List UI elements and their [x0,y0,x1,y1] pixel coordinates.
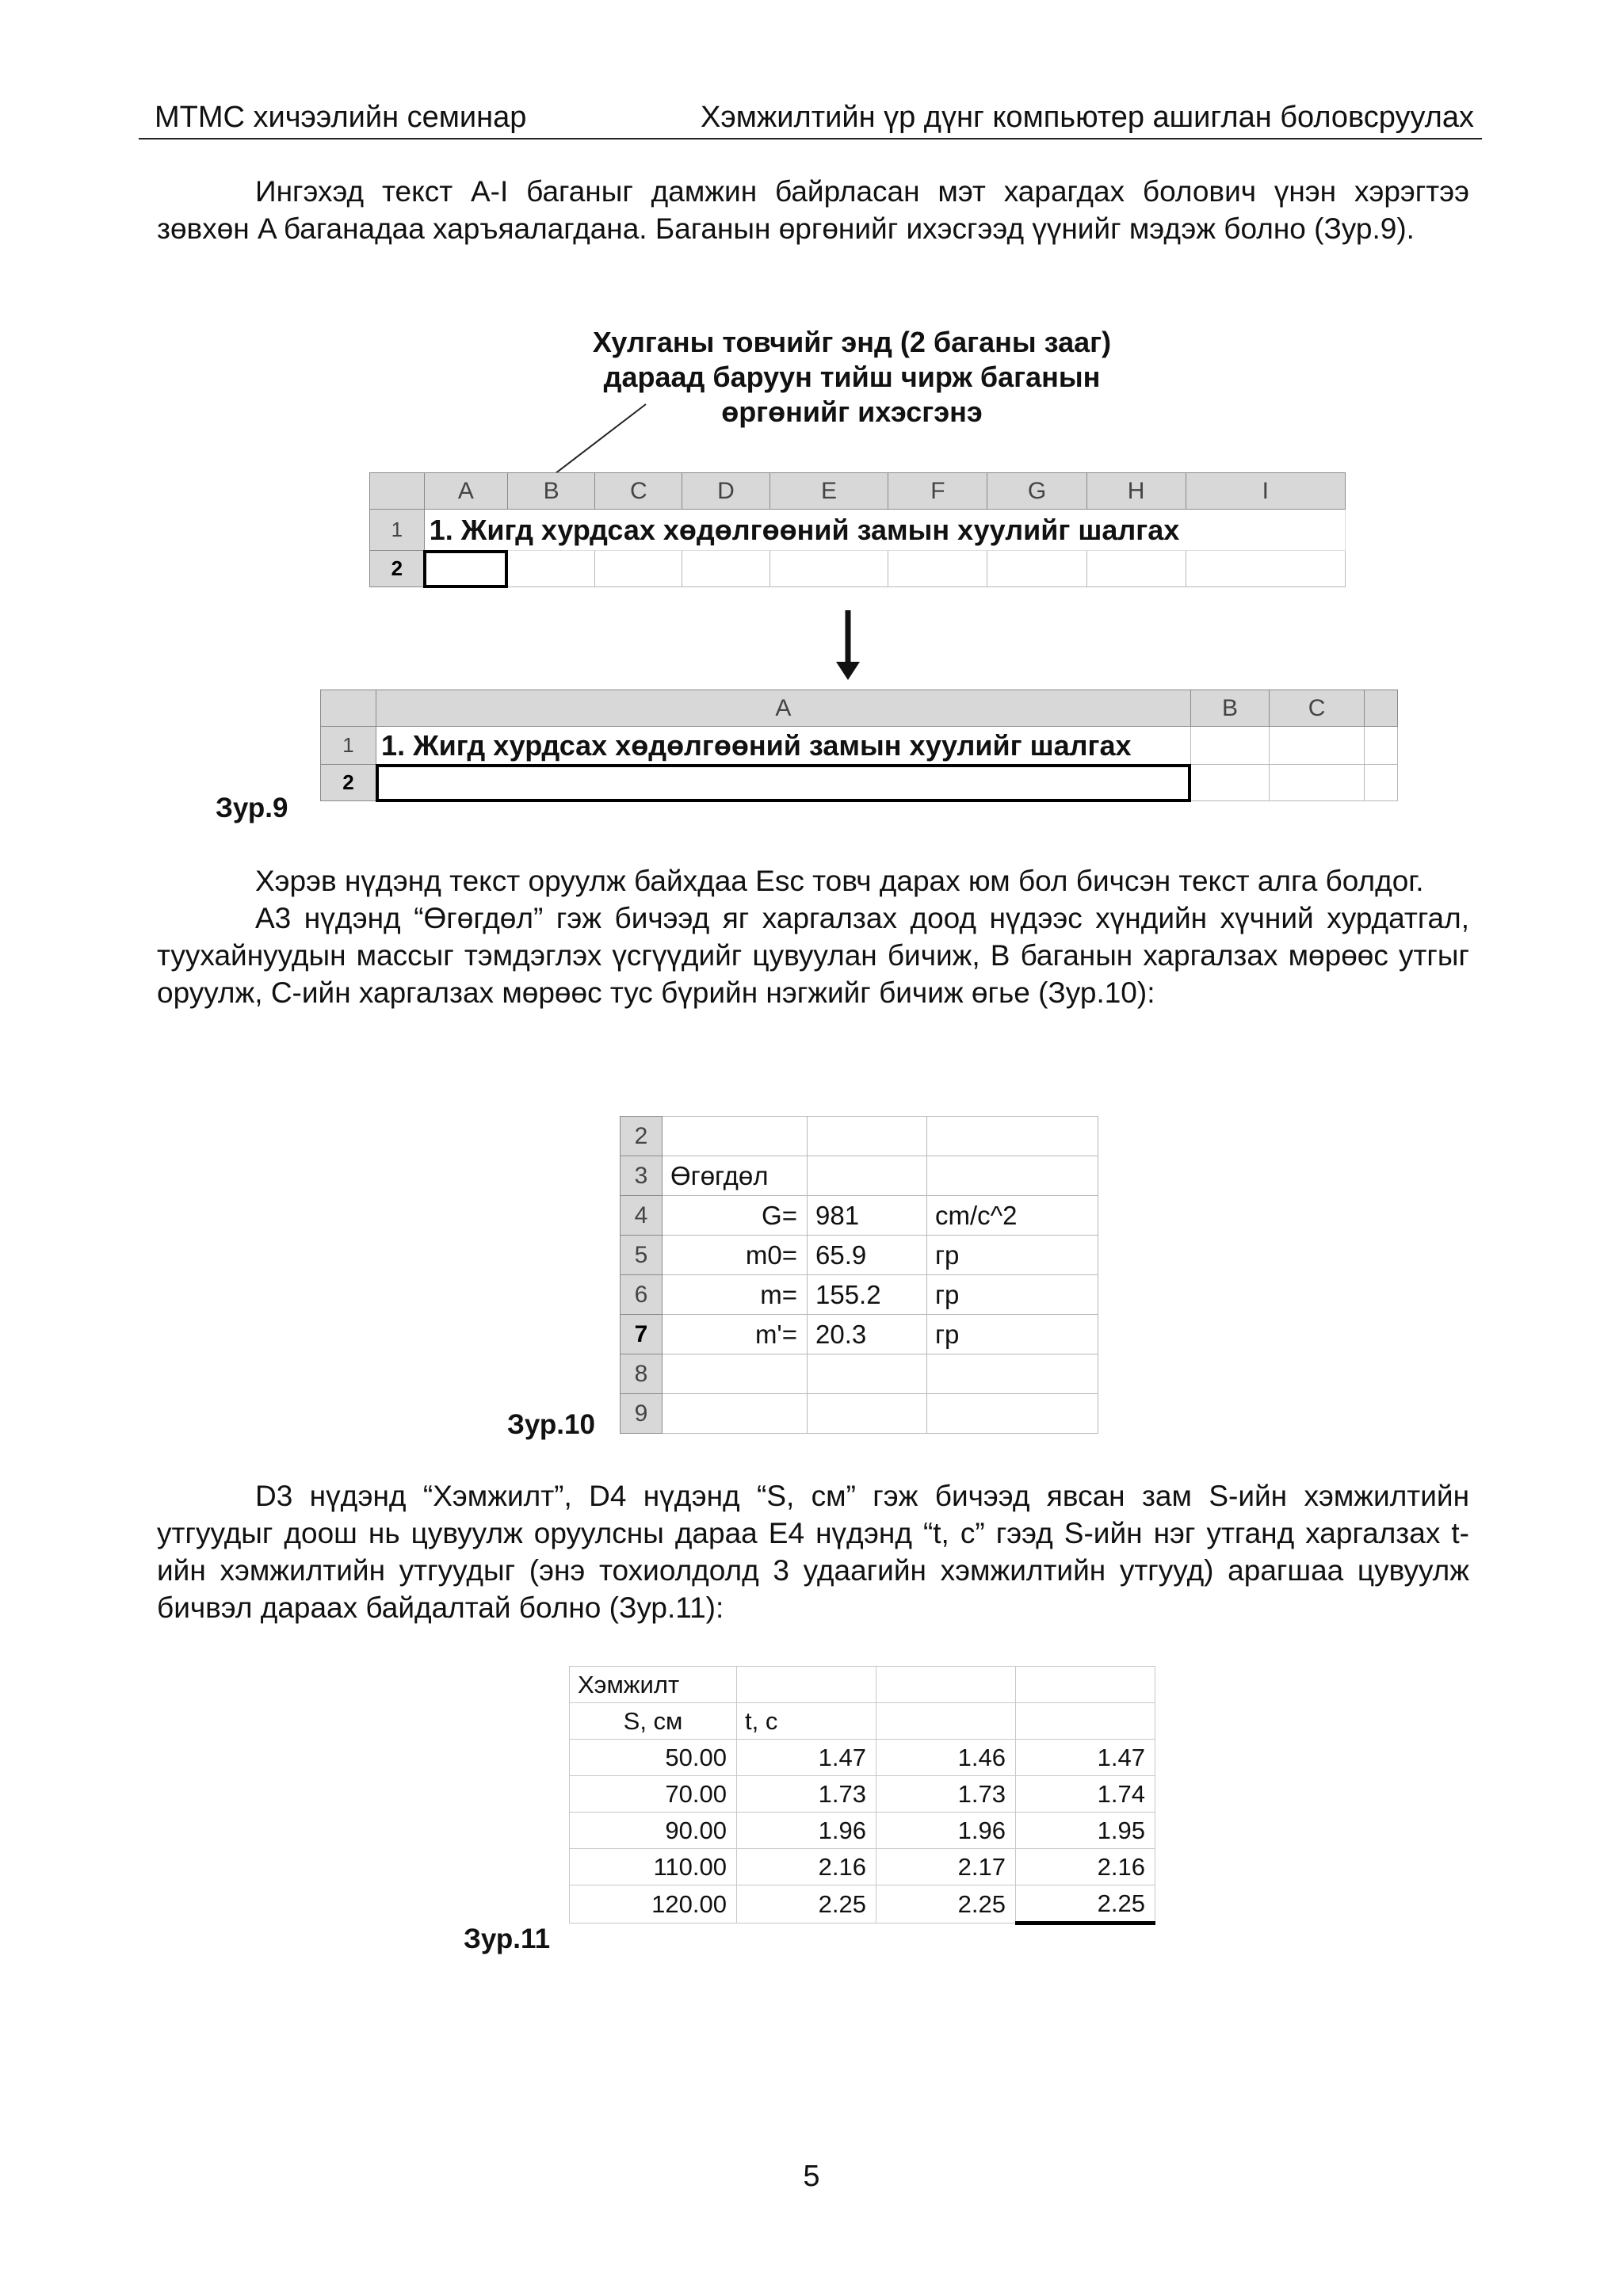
fig10-row [621,1236,1098,1275]
cell-b-7[interactable]: 20.3 [808,1315,927,1354]
cell-c-3[interactable] [927,1156,1098,1196]
cell-b-2[interactable] [808,1117,927,1156]
col-header-c[interactable]: C [1270,690,1364,727]
cell-e2[interactable] [769,551,888,587]
cell-c-6[interactable]: гр [927,1275,1098,1315]
cell-value[interactable]: 2.25 [1016,1885,1155,1924]
cell-c2[interactable] [1270,765,1364,801]
cell-b-9[interactable] [808,1394,927,1434]
cell-c-8[interactable] [927,1354,1098,1394]
fig11-data-row [570,1740,1155,1776]
cell-a2-selected[interactable] [376,765,1191,801]
cell-value[interactable]: 50.00 [570,1740,737,1776]
cell-c2[interactable] [595,551,682,587]
col-header-f[interactable]: F [888,473,987,510]
col-header-c[interactable]: C [595,473,682,510]
col-header-b[interactable]: B [507,473,594,510]
row-header-2[interactable]: 2 [370,551,425,587]
cell-title[interactable]: Хэмжилт [570,1667,737,1703]
cell-c-7[interactable]: гр [927,1315,1098,1354]
paragraph-4 [157,1477,1469,1626]
header-right: Хэмжилтийн үр дүнг компьютер ашиглан боловсруулах [701,101,1474,134]
cell-s-header[interactable]: S, см [570,1703,737,1740]
fig11-sheet [569,1666,1155,1925]
fig11-body [570,1667,1155,1924]
row-header-4[interactable]: 4 [621,1196,663,1236]
cell-value[interactable]: 1.73 [737,1776,876,1813]
cell-value[interactable]: 110.00 [570,1849,737,1885]
row-header-7[interactable]: 7 [621,1315,663,1354]
col-header-g[interactable]: G [987,473,1086,510]
row-header-9[interactable]: 9 [621,1394,663,1434]
fig10-row [621,1394,1098,1434]
paragraph-1-text: Ингэхэд текст A-I баганыг дамжин байрласан мэт харагдах болович үнэн хэрэгтээ зөвхөн A баганадаа харъяалагдана. Баганын өргөнийг ихэсгээд үүнийг мэдэж болно (Зур.9). [157,175,1469,245]
cell-value[interactable]: 1.47 [1016,1740,1155,1776]
cell-value[interactable]: 2.16 [1016,1849,1155,1885]
paragraph-2 [157,862,1469,1011]
cell-value[interactable]: 1.73 [876,1776,1016,1813]
cell-value[interactable]: 1.95 [1016,1813,1155,1849]
cell-t-header[interactable]: t, c [737,1703,876,1740]
paragraph-2-text: Хэрэв нүдэнд текст оруулж байхдаа Esc товч дарах юм бол бичсэн текст алга болдог. [255,865,1424,897]
fig11-caption: Зур.11 [464,1924,551,1954]
cell-a1[interactable]: 1. Жигд хурдсах хөдөлгөөний замын хуулийг шалгах [424,510,1345,551]
fig9-caption: Зур.9 [216,793,288,823]
cell-c-2[interactable] [927,1117,1098,1156]
row-header-8[interactable]: 8 [621,1354,663,1394]
cell-value[interactable]: 70.00 [570,1776,737,1813]
fig9-annotation-line-3: өргөнийг ихэсгэнэ [721,395,983,428]
cell-value[interactable]: 2.25 [876,1885,1016,1924]
fig9-annotation-line-2: дараад баруун тийш чирж баганын [603,361,1101,393]
header-left: МТМС хичээлийн семинар [155,101,527,134]
cell-b2[interactable] [507,551,594,587]
cell-b-6[interactable]: 155.2 [808,1275,927,1315]
cell-g2[interactable] [987,551,1086,587]
cell-b-8[interactable] [808,1354,927,1394]
col-header-h[interactable]: H [1086,473,1186,510]
cell-a-5[interactable]: m0= [663,1236,808,1275]
row-header-2[interactable]: 2 [621,1117,663,1156]
cell-a-3[interactable]: Өгөгдөл [663,1156,808,1196]
row-header-6[interactable]: 6 [621,1275,663,1315]
fig11-data-row [570,1849,1155,1885]
cell-extra2 [1364,765,1397,801]
cell-value[interactable]: 90.00 [570,1813,737,1849]
cell-a-6[interactable]: m= [663,1275,808,1315]
cell-empty[interactable] [1016,1703,1155,1740]
corner-cell [370,473,425,510]
fig9-annotation-line-1: Хулганы товчийг энд (2 баганы зааг) [592,326,1112,358]
cell-h2[interactable] [1086,551,1186,587]
fig10-row [621,1315,1098,1354]
cell-empty[interactable] [737,1667,876,1703]
fig9-sheet-before [369,472,1346,587]
cell-a-2[interactable] [663,1117,808,1156]
cell-value[interactable]: 1.96 [876,1813,1016,1849]
cell-d2[interactable] [682,551,769,587]
fig10-row [621,1156,1098,1196]
cell-a-4[interactable]: G= [663,1196,808,1236]
fig11-data-row [570,1885,1155,1924]
fig10-row [621,1275,1098,1315]
page-number: 5 [803,2160,820,2193]
cell-b-3[interactable] [808,1156,927,1196]
fig10-row [621,1117,1098,1156]
fig10-row [621,1354,1098,1394]
col-header-b[interactable]: B [1190,690,1270,727]
fig11-data-row [570,1776,1155,1813]
col-header-extra [1364,690,1397,727]
cell-value[interactable]: 2.17 [876,1849,1016,1885]
row-header-5[interactable]: 5 [621,1236,663,1275]
col-header-a[interactable]: A [376,690,1191,727]
cell-value[interactable]: 1.46 [876,1740,1016,1776]
cell-value[interactable]: 2.25 [737,1885,876,1924]
paragraph-4-text: D3 нүдэнд “Хэмжилт”, D4 нүдэнд “S, см” гэж бичээд явсан зам S-ийн хэмжилтийн утгуудыг доош нь цувуулж оруулсны дараа E4 нүдэнд “t, c” гээд S-ийн нэг утганд харгалзах t-ийн хэмжилтийн утгуудыг (энэ тохиолдолд 3 удаагийн хэмжилтийн утгууд) арагшаа цувуулж бичвэл дараах байдалтай болно (Зур.11): [157,1480,1469,1624]
cell-c-5[interactable]: гр [927,1236,1098,1275]
fig10-caption: Зур.10 [507,1409,595,1440]
cell-empty[interactable] [876,1667,1016,1703]
cell-i2[interactable] [1186,551,1345,587]
row-header-3[interactable]: 3 [621,1156,663,1196]
cell-value[interactable]: 1.47 [737,1740,876,1776]
cell-a-8[interactable] [663,1354,808,1394]
row-header-1[interactable]: 1 [370,510,425,551]
cell-extra1 [1364,727,1397,765]
cell-a-7[interactable]: m'= [663,1315,808,1354]
fig10-body [621,1117,1098,1434]
fig11-header-row [570,1703,1155,1740]
row-header-2[interactable]: 2 [321,765,376,801]
col-header-d[interactable]: D [682,473,769,510]
cell-a2-selected[interactable] [424,551,507,587]
cell-b2[interactable] [1190,765,1270,801]
fig9-sheet-after [320,690,1398,801]
col-header-i[interactable]: I [1186,473,1345,510]
cell-b-4[interactable]: 981 [808,1196,927,1236]
corner-cell [321,690,376,727]
cell-b-5[interactable]: 65.9 [808,1236,927,1275]
cell-c-4[interactable]: cm/c^2 [927,1196,1098,1236]
row-header-1[interactable]: 1 [321,727,376,765]
cell-value[interactable]: 120.00 [570,1885,737,1924]
fig11-title-row [570,1667,1155,1703]
cell-empty[interactable] [876,1703,1016,1740]
col-header-e[interactable]: E [769,473,888,510]
cell-b1[interactable] [1190,727,1270,765]
cell-value[interactable]: 2.16 [737,1849,876,1885]
col-header-a[interactable]: A [424,473,507,510]
paragraph-3-text: A3 нүдэнд “Өгөгдөл” гэж бичээд яг харгалзах доод нүдээс хүндийн хүчний хурдатгал, туухайнуудын массыг тэмдэглэх үсгүүдийг цувуулан бичиж, B баганын харгалзах мөрөөс утгыг оруулж, C-ийн харгалзах мөрөөс тус бүрийн нэгжийг бичиж өгье (Зур.10): [157,902,1469,1009]
cell-c-9[interactable] [927,1394,1098,1434]
cell-a1[interactable]: 1. Жигд хурдсах хөдөлгөөний замын хуулийг шалгах [376,727,1191,765]
cell-c1[interactable] [1270,727,1364,765]
cell-empty[interactable] [1016,1667,1155,1703]
cell-f2[interactable] [888,551,987,587]
cell-a-9[interactable] [663,1394,808,1434]
cell-value[interactable]: 1.74 [1016,1776,1155,1813]
fig11-data-row [570,1813,1155,1849]
cell-value[interactable]: 1.96 [737,1813,876,1849]
fig10-sheet [620,1116,1098,1434]
fig10-row [621,1196,1098,1236]
